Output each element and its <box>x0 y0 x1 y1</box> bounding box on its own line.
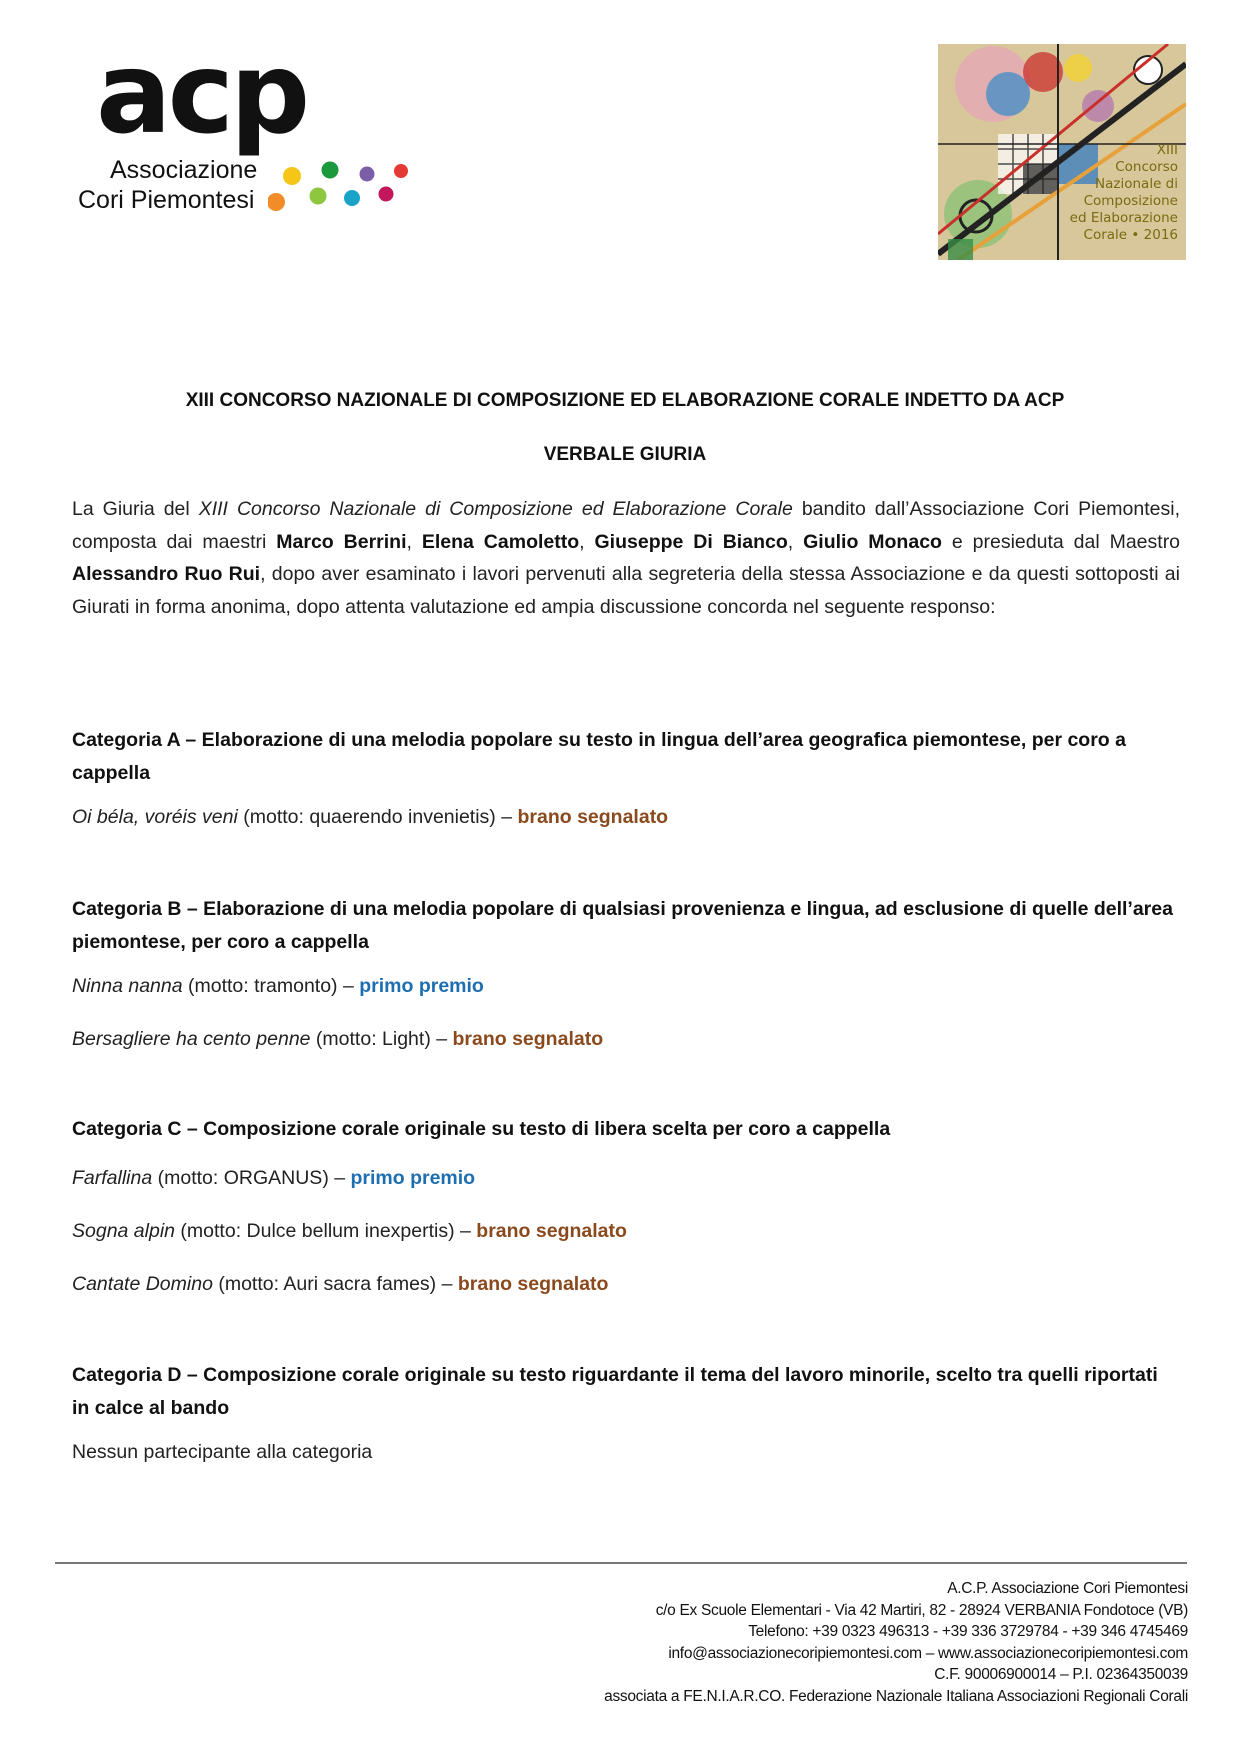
footer-line: C.F. 90006900014 – P.I. 02364350039 <box>934 1666 1188 1683</box>
prize-label: primo premio <box>359 975 484 997</box>
acp-logo <box>78 29 428 216</box>
juror-name: Marco Berrini <box>276 530 407 553</box>
separator: , <box>406 530 422 553</box>
list-item <box>72 972 1180 1000</box>
list-item <box>72 1164 1180 1192</box>
logo-dots-icon <box>268 160 438 220</box>
category-b-title: Categoria B – Elaborazione di una melodia popolare di qualsiasi provenienza e lingua, ad esclusione di quelle dell’area piemontese, per coro a cappella <box>72 898 1173 953</box>
work-title: Bersagliere ha cento penne <box>72 1028 311 1050</box>
prize-label: brano segnalato <box>452 1028 604 1050</box>
footer-line: Telefono: +39 0323 496313 - +39 336 3729784 - +39 346 4745469 <box>748 1623 1188 1640</box>
prize-label: primo premio <box>350 1167 476 1189</box>
list-item <box>72 1025 1180 1053</box>
document-title: XIII CONCORSO NAZIONALE DI COMPOSIZIONE ED ELABORAZIONE CORALE INDETTO DA ACP <box>185 390 1065 411</box>
list-item <box>72 1270 1180 1298</box>
intro-text: bandito dall’Associazione Cori Piemontesi, composta dai maestri <box>72 498 1180 553</box>
list-item <box>72 1217 1180 1245</box>
prize-label: brano segnalato <box>476 1220 627 1242</box>
work-motto: (motto: tramonto) – <box>182 975 360 997</box>
footer-line: info@associazionecoripiemontesi.com – www.associazionecoripiemontesi.com <box>668 1644 1188 1662</box>
prize-label: brano segnalato <box>517 806 669 828</box>
work-motto: (motto: Dulce bellum inexpertis) – <box>175 1220 477 1242</box>
footer-contact <box>604 1578 1188 1707</box>
category-c-title: Categoria C – Composizione corale originale su testo di libera scelta per coro a cappella <box>72 1118 891 1140</box>
footer-line: c/o Ex Scuole Elementari - Via 42 Martiri, 82 - 28924 VERBANIA Fondotoce (VB) <box>655 1601 1188 1619</box>
category-d-note: Nessun partecipante alla categoria <box>72 1441 373 1463</box>
logo-line-1: Associazione <box>110 156 258 184</box>
work-title: Cantate Domino <box>72 1273 213 1295</box>
intro-text: , dopo aver esaminato i lavori pervenuti alla segreteria della stessa Associazione e da questi sottoposti ai Giurati in forma anonima, dopo attenta valutazione ed ampia discussione concorda nel seguente responso: <box>72 563 1180 618</box>
poster-line: ed Elaborazione <box>1069 210 1178 226</box>
work-motto: (motto: Auri sacra fames) – <box>212 1273 458 1295</box>
document-subtitle: VERBALE GIURIA <box>543 444 707 465</box>
poster-line: Composizione <box>1083 193 1178 209</box>
work-title: Ninna nanna <box>72 975 183 997</box>
intro-text: e presieduta dal Maestro <box>941 530 1181 553</box>
poster-caption <box>1028 142 1178 244</box>
juror-name: Giuseppe Di Bianco <box>594 530 788 553</box>
logo-line-2: Cori Piemontesi <box>78 186 255 214</box>
work-title: Oi béla, voréis veni <box>72 806 238 828</box>
prize-label: brano segnalato <box>457 1273 609 1295</box>
intro-paragraph <box>72 493 1180 623</box>
footer-line: associata a FE.N.I.A.R.CO. Federazione Nazionale Italiana Associazioni Regionali Corali <box>604 1687 1188 1705</box>
poster-line: Nazionale di <box>1095 176 1178 192</box>
footer-divider <box>55 1562 1187 1564</box>
president-name: Alessandro Ruo Rui <box>72 563 261 585</box>
work-motto: (motto: ORGANUS) – <box>152 1167 351 1189</box>
poster-line: Concorso <box>1115 159 1178 175</box>
footer-line: A.C.P. Associazione Cori Piemontesi <box>947 1580 1188 1597</box>
poster-line: XIII <box>1156 142 1178 158</box>
contest-name: XIII Concorso Nazionale di Composizione ed Elaborazione Corale <box>198 498 793 520</box>
logo-wordmark: acp <box>96 29 307 159</box>
poster-line: Corale • 2016 <box>1083 227 1178 243</box>
juror-name: Giulio Monaco <box>803 530 942 553</box>
work-title: Sogna alpin <box>72 1220 176 1242</box>
category-a-title: Categoria A – Elaborazione di una melodia popolare su testo in lingua dell’area geografica piemontese, per coro a cappella <box>72 729 1126 784</box>
category-d-title: Categoria D – Composizione corale originale su testo riguardante il tema del lavoro minorile, scelto tra quelli riportati in calce al bando <box>72 1364 1158 1419</box>
separator: , <box>579 530 595 553</box>
juror-name: Elena Camoletto <box>421 530 580 553</box>
separator: , <box>787 530 804 553</box>
work-motto: (motto: Light) – <box>310 1028 453 1050</box>
contest-poster-image <box>938 44 1186 260</box>
work-title: Farfallina <box>72 1167 153 1189</box>
intro-text: La Giuria del <box>72 498 199 520</box>
list-item <box>72 803 1180 831</box>
work-motto: (motto: quaerendo invenietis) – <box>237 806 518 828</box>
